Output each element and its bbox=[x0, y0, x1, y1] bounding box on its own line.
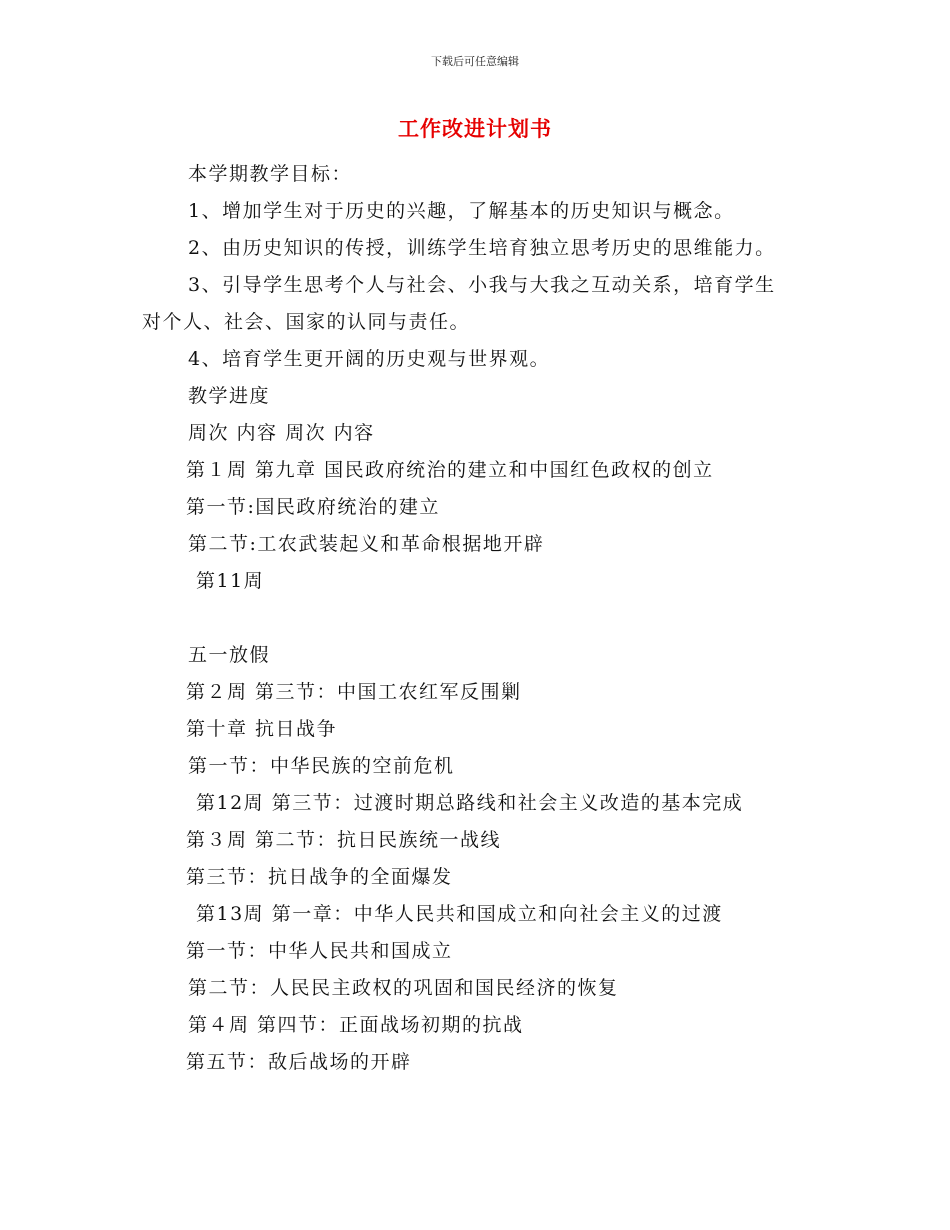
schedule-line: 第４周 第四节：正面战场初期的抗战 bbox=[188, 1014, 524, 1036]
schedule-line: 第３周 第二节：抗日民族统一战线 bbox=[186, 829, 502, 851]
schedule-line: 第五节：敌后战场的开辟 bbox=[186, 1051, 412, 1073]
schedule-line: 第二节:工农武装起义和革命根据地开辟 bbox=[188, 533, 545, 555]
page-header: 下载后可任意编辑 bbox=[431, 55, 519, 68]
goal-item-3: 3、引导学生思考个人与社会、小我与大我之互动关系，培育学生 bbox=[188, 274, 776, 296]
goal-heading: 本学期教学目标： bbox=[188, 163, 353, 185]
goal-item-2: 2、由历史知识的传授，训练学生培育独立思考历史的思维能力。 bbox=[188, 237, 776, 259]
schedule-line: 第２周 第三节：中国工农红军反围剿 bbox=[186, 681, 522, 703]
schedule-line: 第一节:国民政府统治的建立 bbox=[186, 496, 440, 518]
schedule-line: 第三节：抗日战争的全面爆发 bbox=[186, 866, 453, 888]
document-title: 工作改进计划书 bbox=[398, 116, 552, 141]
goal-item-1: 1、增加学生对于历史的兴趣，了解基本的历史知识与概念。 bbox=[188, 200, 735, 222]
schedule-line: 第１周 第九章 国民政府统治的建立和中国红色政权的创立 bbox=[186, 459, 714, 481]
schedule-heading: 教学进度 bbox=[188, 385, 271, 407]
schedule-line: 第二节：人民民主政权的巩固和国民经济的恢复 bbox=[188, 977, 619, 999]
schedule-line: 第13周 第一章：中华人民共和国成立和向社会主义的过渡 bbox=[196, 903, 723, 925]
schedule-line: 第一节：中华民族的空前危机 bbox=[188, 755, 455, 777]
schedule-line: 第十章 抗日战争 bbox=[186, 718, 338, 740]
goal-item-4: 4、培育学生更开阔的历史观与世界观。 bbox=[188, 348, 551, 370]
schedule-line: 第一节：中华人民共和国成立 bbox=[186, 940, 453, 962]
schedule-column-headers: 周次 内容 周次 内容 bbox=[188, 422, 375, 444]
schedule-line: 第12周 第三节：过渡时期总路线和社会主义改造的基本完成 bbox=[196, 792, 744, 814]
schedule-line: 五一放假 bbox=[188, 644, 271, 666]
goal-item-3-continued: 对个人、社会、国家的认同与责任。 bbox=[142, 311, 471, 333]
schedule-line: 第11周 bbox=[196, 570, 265, 592]
